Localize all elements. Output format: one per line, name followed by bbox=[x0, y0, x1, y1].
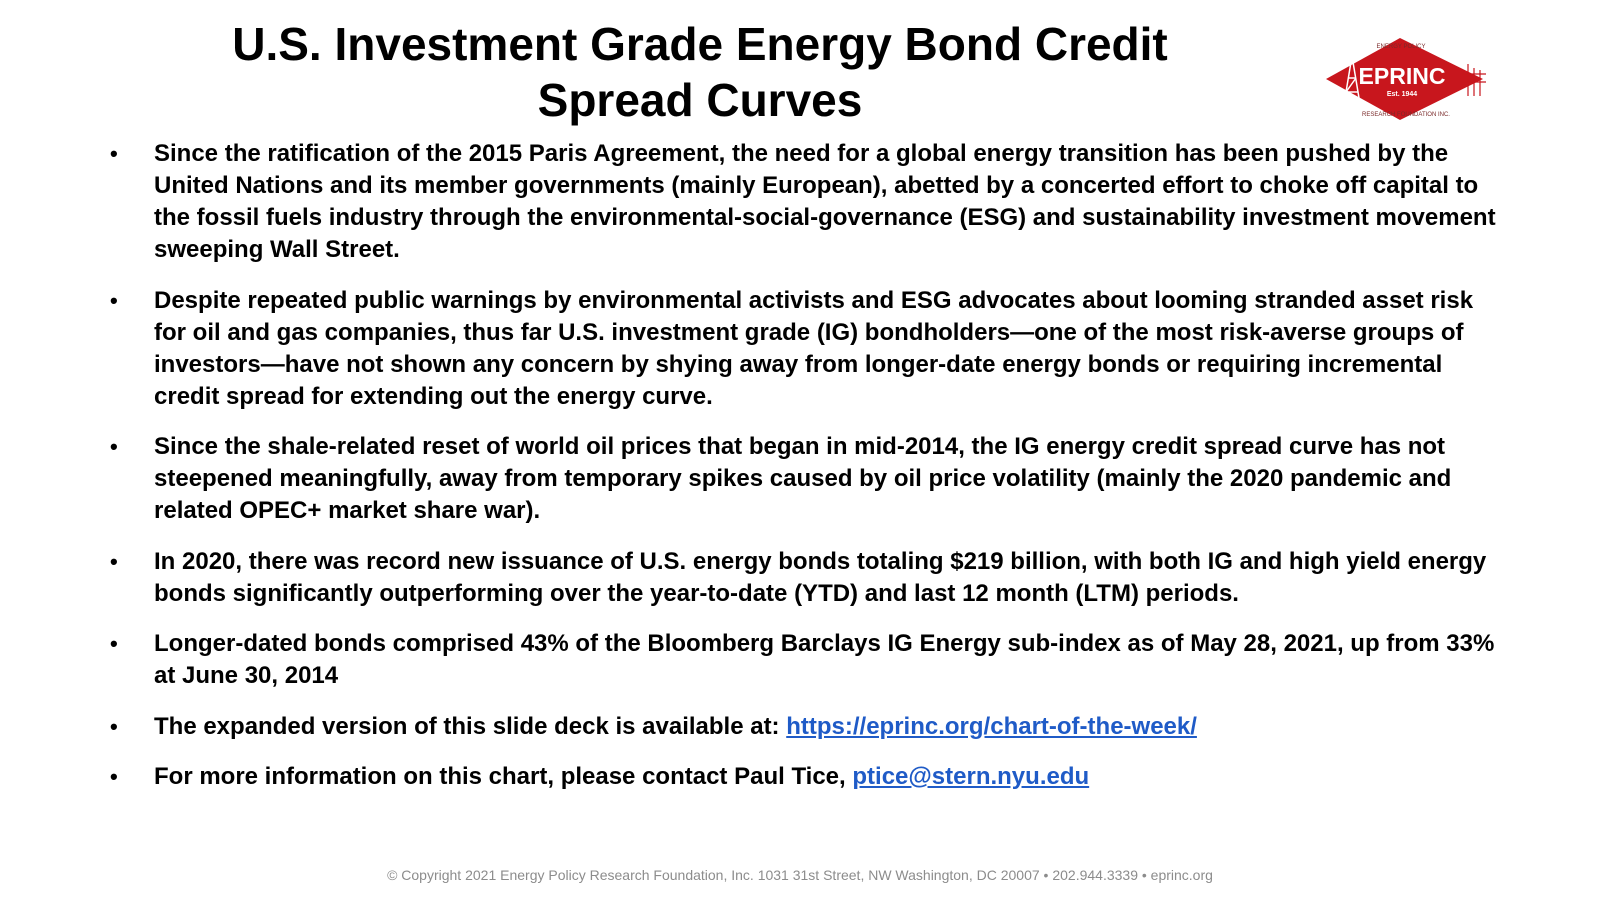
bullet-item bbox=[110, 285, 1500, 413]
bullet-item-contact bbox=[110, 761, 1500, 793]
bullet-marker: • bbox=[110, 713, 118, 739]
bullet-text: Since the shale-related reset of world oil prices that began in mid-2014, the IG energy credit spread curve has not steepened meaningfully, away from temporary spikes caused by oil price volatility (mainly the 2020 pandemic and related OPEC+ market share war). bbox=[154, 433, 1452, 524]
copyright-footer: © Copyright 2021 Energy Policy Research Foundation, Inc. 1031 31st Street, NW Washington, DC 20007 • 202.944.3339 • eprinc.org bbox=[387, 867, 1213, 883]
deck-link[interactable]: https://eprinc.org/chart-of-the-week/ bbox=[786, 712, 1197, 740]
logo-ring-top: ENERGY POLICY bbox=[1376, 44, 1426, 50]
bullet-marker: • bbox=[110, 548, 118, 574]
bullet-marker: • bbox=[110, 434, 118, 459]
deck-text: The expanded version of this slide deck is available at: bbox=[154, 712, 780, 740]
bullet-marker: • bbox=[110, 631, 118, 656]
bullet-marker: • bbox=[110, 287, 118, 313]
bullet-text: Longer-dated bonds comprised 43% of the Bloomberg Barclays IG Energy sub-index as of May 28, 2021, up from 33% at June 30, 2014 bbox=[154, 630, 1495, 689]
bullet-list bbox=[110, 138, 1500, 812]
bullet-marker: • bbox=[110, 764, 118, 789]
bullet-item bbox=[110, 431, 1500, 527]
bullet-marker: • bbox=[110, 141, 118, 166]
contact-email-link[interactable]: ptice@stern.nyu.edu bbox=[852, 763, 1090, 790]
bullet-text: Despite repeated public warnings by environmental activists and ESG advocates about looming stranded asset risk for oil and gas companies, thus far U.S. investment grade (IG) bondholders—one of the most risk-averse groups of investors—have not shown any concern by shying away from longer-date energy bonds or requiring incremental credit spread for extending out the energy curve. bbox=[154, 286, 1474, 410]
logo-wordmark: EPRINC bbox=[1358, 63, 1446, 89]
bullet-item bbox=[110, 546, 1500, 610]
bullet-text: In 2020, there was record new issuance of U.S. energy bonds totaling $219 billion, with both IG and high yield energy bonds significantly outperforming over the year-to-date (YTD) and last 12 month (LTM) periods. bbox=[154, 547, 1487, 607]
contact-text: For more information on this chart, please contact Paul Tice, bbox=[154, 763, 846, 790]
bullet-item bbox=[110, 138, 1500, 266]
logo-ring-bottom: RESEARCH FOUNDATION INC. bbox=[1362, 112, 1450, 118]
slide-title: U.S. Investment Grade Energy Bond Credit Spread Curves bbox=[232, 18, 1168, 126]
bullet-item-deck bbox=[110, 711, 1500, 743]
logo-established: Est. 1944 bbox=[1386, 91, 1418, 98]
eprinc-logo bbox=[1318, 34, 1518, 134]
bullet-item bbox=[110, 628, 1500, 692]
bullet-text: Since the ratification of the 2015 Paris Agreement, the need for a global energy transition has been pushed by the United Nations and its member governments (mainly European), abetted by a concerted effort to choke off capital to the fossil fuels industry through the environmental-social-governance (ESG) and sustainability investment movement sweeping Wall Street. bbox=[154, 140, 1496, 263]
